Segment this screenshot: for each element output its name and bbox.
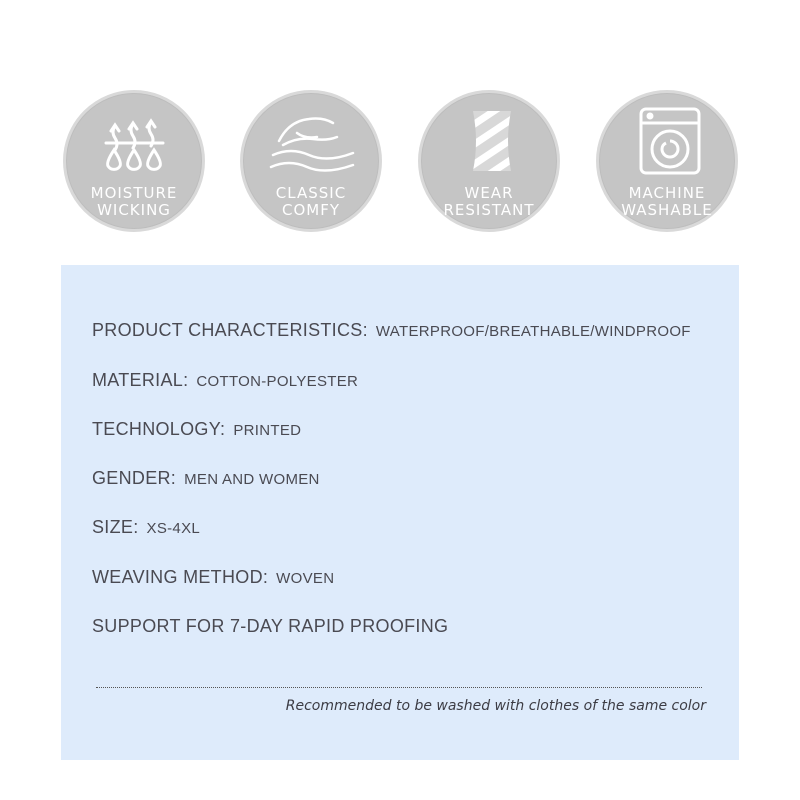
spec-value: COTTON-POLYESTER [196,373,359,390]
spec-label: GENDER: [92,468,177,488]
feature-badge-wear-resistant [418,90,560,232]
spec-label: WEAVING METHOD: [92,567,269,587]
spec-row-proofing [92,616,448,640]
feature-label-line2: WICKING [97,201,171,219]
spec-row-material [92,370,358,394]
feature-badge-moisture-wicking [63,90,205,232]
feature-label-line1: WEAR [464,184,514,202]
feature-label-line1: CLASSIC [275,184,347,202]
spec-label: TECHNOLOGY: [92,419,226,439]
feature-badge-machine-washable [596,90,738,232]
wash-note: Recommended to be washed with clothes of the same color [285,698,706,714]
dotted-divider [96,687,702,688]
spec-label: PRODUCT CHARACTERISTICS: [92,320,368,340]
spec-value: PRINTED [233,422,302,439]
spec-value: WOVEN [276,570,335,587]
feature-badge-classic-comfy [240,90,382,232]
spec-row-characteristics [92,320,691,344]
spec-value: WATERPROOF/BREATHABLE/WINDPROOF [375,323,691,340]
feature-label-line2: RESISTANT [443,201,535,219]
spec-row-size [92,517,200,541]
spec-label: MATERIAL: [92,370,189,390]
spec-value: MEN AND WOMEN [184,471,320,488]
feature-label-line1: MOISTURE [90,184,178,202]
spec-value: XS-4XL [146,520,201,537]
feature-badges [0,90,800,232]
feature-label-line2: COMFY [281,201,340,219]
spec-row-weaving-method [92,567,334,591]
spec-panel [61,265,739,760]
feature-label-line1: MACHINE [628,184,706,202]
spec-label: SIZE: [92,517,139,537]
spec-row-gender [92,468,320,492]
spec-proofing-text: SUPPORT FOR 7-DAY RAPID PROOFING [92,616,449,636]
feature-label-line2: WASHABLE [621,201,713,219]
spec-row-technology [92,419,301,443]
